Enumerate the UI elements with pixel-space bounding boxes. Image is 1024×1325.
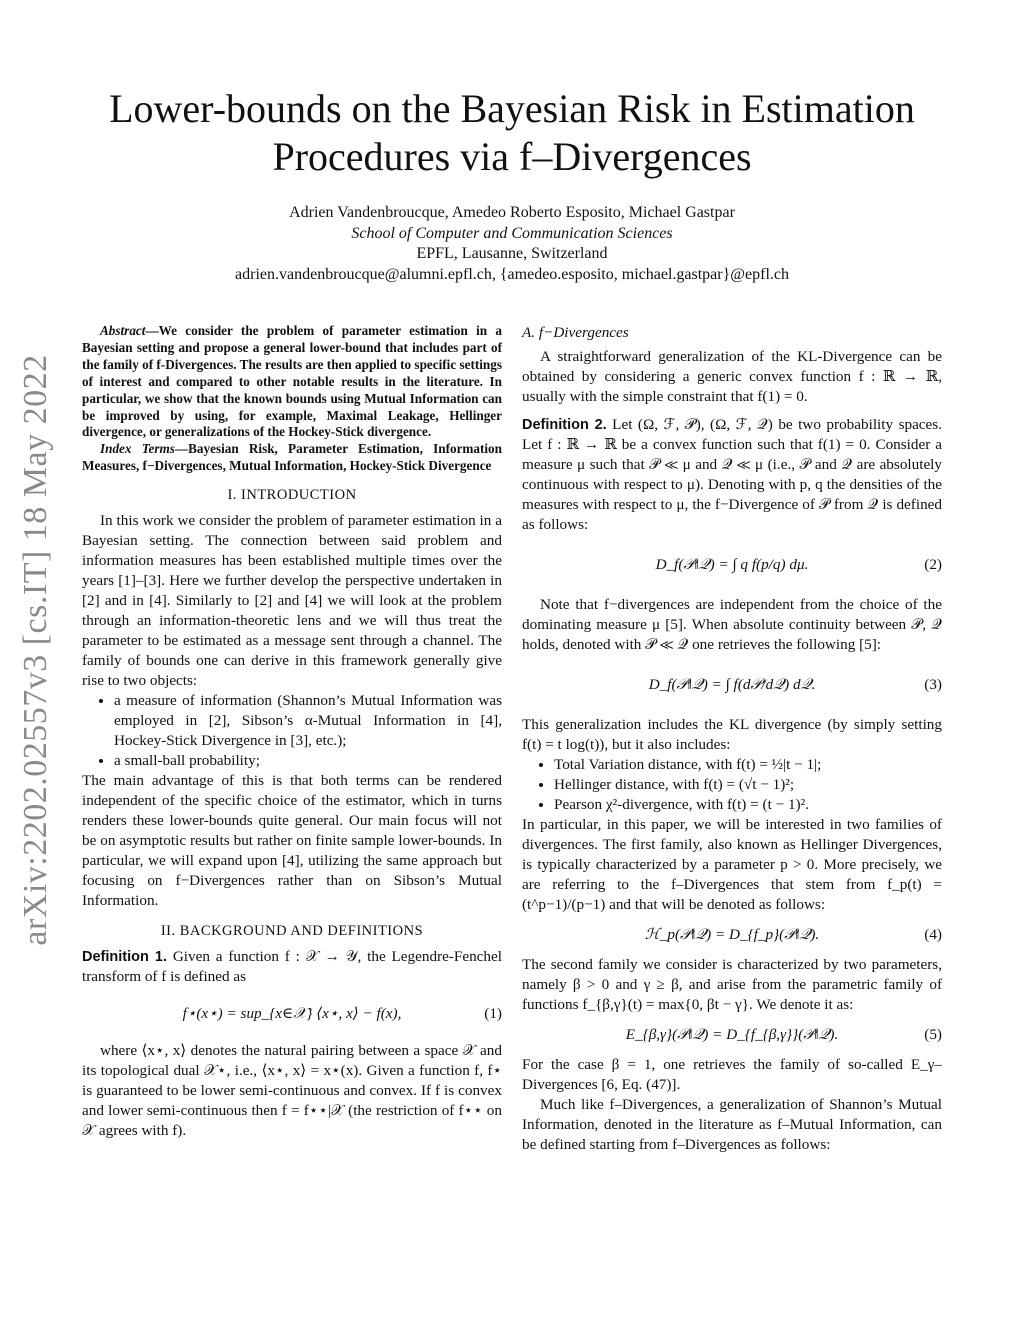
intro-paragraph-2: The main advantage of this is that both terms can be rendered independent of the specific choice of the estimator, which in turns renders these lower-bounds quite general. Our main focus will not be on asymptotic results but rather on finite sample lower-bounds. In particular, we will expand upon [4], utilizing the same approach but focusing on f−Divergences rather than on Sibson’s Mutual Information. [82,772,502,910]
abstract [82,323,502,441]
left-column [82,323,502,1141]
right-paragraph-2: Note that f−divergences are independent from the choice of the dominating measure μ [5]. When absolute continuity between 𝒫, 𝒬 holds, denoted with 𝒫 ≪ 𝒬 one retrieves the following [5]: [522,596,942,653]
equation-5-body: E_{β,γ}(𝒫‖𝒬) = D_{f_{β,γ}}(𝒫‖𝒬). [625,1026,839,1043]
equation-2-number: (2) [924,556,942,573]
author-names: Adrien Vandenbroucque, Amedeo Roberto Esposito, Michael Gastpar [289,204,735,221]
divergence-bullet-list [522,755,942,815]
right-paragraph-3: This generalization includes the KL divergence (by simply setting f(t) = t log(t)), but it also includes: [522,716,942,753]
definition-1-text: Given a function f : 𝒳 → 𝒴, the Legendre-Fenchel transform of f is defined as [82,948,502,986]
right-paragraph-7: Much like f–Divergences, a generalization of Shannon’s Mutual Information, denoted in the literature as f–Mutual Information, can be defined starting from f–Divergences as follows: [522,1096,942,1153]
title-line-2: Procedures via f–Divergences [272,134,752,179]
right-column [522,323,942,1155]
arxiv-stamp [8,355,64,945]
equation-3-number: (3) [924,676,942,693]
equation-5 [522,1023,942,1047]
index-terms-label: Index Terms [100,441,175,457]
author-place: EPFL, Lausanne, Switzerland [416,245,608,262]
equation-5-number: (5) [924,1026,942,1043]
definition-2-label: Definition 2. [522,417,607,433]
equation-3 [522,663,942,707]
definition-1-continuation: where ⟨x⋆, x⟩ denotes the natural pairing between a space 𝒳 and its topological dual 𝒳⋆, i.e., ⟨x⋆, x⟩ = x⋆(x). Given a function f, f⋆ is guaranteed to be lower semi-continuous and convex. If f is convex and lower semi-continuous then f = f⋆⋆|𝒳 (the restriction of f⋆⋆ on 𝒳 agrees with f). [82,1042,502,1140]
equation-1-body: f⋆(x⋆) = sup_{x∈𝒳} ⟨x⋆, x⟩ − f(x), [182,1005,402,1023]
abstract-text: —We consider the problem of parameter estimation in a Bayesian setting and propose a general lower-bound that includes part of the family of f-Divergences. The results are then applied to specific settings of interest and compared to other notable results in the literature. In particular, we show that the known bounds using Mutual Information can be improved by using, for example, Maximal Leakage, Hellinger divergence, or generalizations of the Hockey-Stick divergence. [82,323,502,440]
title-line-1: Lower-bounds on the Bayesian Risk in Estimation [109,86,915,131]
subsection-f-divergences-heading: A. f−Divergences [522,324,629,341]
list-item: • Pearson χ²-divergence, with f(t) = (t − 1)². [554,795,942,815]
definition-2 [522,415,942,535]
abstract-label: Abstract [100,323,146,338]
arxiv-stamp-text: arXiv:2202.02557v3 [cs.IT] 18 May 2022 [17,354,54,946]
equation-2-body: D_f(𝒫‖𝒬) = ∫ q f(p/q) dμ. [655,556,809,573]
definition-1 [82,947,502,987]
index-terms-text: —Bayesian Risk, Parameter Estimation, Information Measures, f−Divergences, Mutual Information, Hockey-Stick Divergence [82,441,502,474]
author-emails: adrien.vandenbroucque@alumni.epfl.ch, {amedeo.esposito, michael.gastpar}@epfl.ch [235,265,789,283]
intro-paragraph-1: In this work we consider the problem of parameter estimation in a Bayesian setting. The connection between said problem and information measures has been established multiple times over the years [1]–[3]. Here we further develop the perspective undertaken in [2] and in [4]. Similarly to [2] and [4] we will look at the problem through an information-theoretic lens and we will thus treat the parameter to be estimated as a message sent through a channel. The family of bounds one can derive in this framework generally give rise to two objects: [82,512,502,690]
equation-3-body: D_f(𝒫‖𝒬) = ∫ f(d𝒫/d𝒬) d𝒬. [648,676,816,693]
author-block [100,203,924,285]
index-terms [82,441,502,475]
definition-2-text: Let (Ω, ℱ, 𝒫), (Ω, ℱ, 𝒬) be two probability spaces. Let f : ℝ → ℝ be a convex function such that f(1) = 0. Consider a measure μ such that 𝒫 ≪ μ and 𝒬 ≪ μ (i.e., 𝒫 and 𝒬 are absolutely continuous with respect to μ). Denoting with p, q the densities of the measures with respect to μ, the f−Divergence of 𝒫 from 𝒬 is defined as follows: [522,416,942,533]
equation-1 [82,995,502,1033]
equation-4-body: ℋ_p(𝒫‖𝒬) = D_{f_p}(𝒫‖𝒬). [644,926,820,943]
right-paragraph-6: For the case β = 1, one retrieves the family of so-called E_γ–Divergences [6, Eq. (47)]. [522,1056,942,1093]
paper-title [60,85,964,181]
author-school: School of Computer and Communication Sciences [351,224,673,242]
list-item: • a small-ball probability; [114,751,502,771]
list-item: • a measure of information (Shannon’s Mutual Information was employed in [2], Sibson’s α-Mutual Information in [4], Hockey-Stick Divergence in [3], etc.); [114,691,502,751]
equation-4 [522,923,942,947]
equation-2 [522,543,942,587]
right-paragraph-5: The second family we consider is characterized by two parameters, namely β > 0 and γ ≥ β, and arise from the parametric family of functions f_{β,γ}(t) = max{0, βt − γ}. We denote it as: [522,956,942,1013]
right-paragraph-1: A straightforward generalization of the KL-Divergence can be obtained by considering a generic convex function f : ℝ → ℝ, usually with the simple constraint that f(1) = 0. [522,348,942,405]
equation-4-number: (4) [924,926,942,943]
equation-1-number: (1) [484,1005,502,1023]
definition-1-label: Definition 1. [82,949,167,966]
right-paragraph-4: In particular, in this paper, we will be interested in two families of divergences. The first family, also known as Hellinger Divergences, is typically characterized by a parameter p > 0. More precisely, we are referring to the f–Divergences that stem from f_p(t) = (t^p−1)/(p−1) and that will be denoted as follows: [522,816,942,913]
intro-bullet-list [82,691,502,771]
section-background-heading: II. BACKGROUND AND DEFINITIONS [160,923,424,940]
section-introduction-heading: I. INTRODUCTION [227,487,357,504]
list-item: • Total Variation distance, with f(t) = ½|t − 1|; [554,755,942,775]
list-item: • Hellinger distance, with f(t) = (√t − 1)²; [554,775,942,795]
